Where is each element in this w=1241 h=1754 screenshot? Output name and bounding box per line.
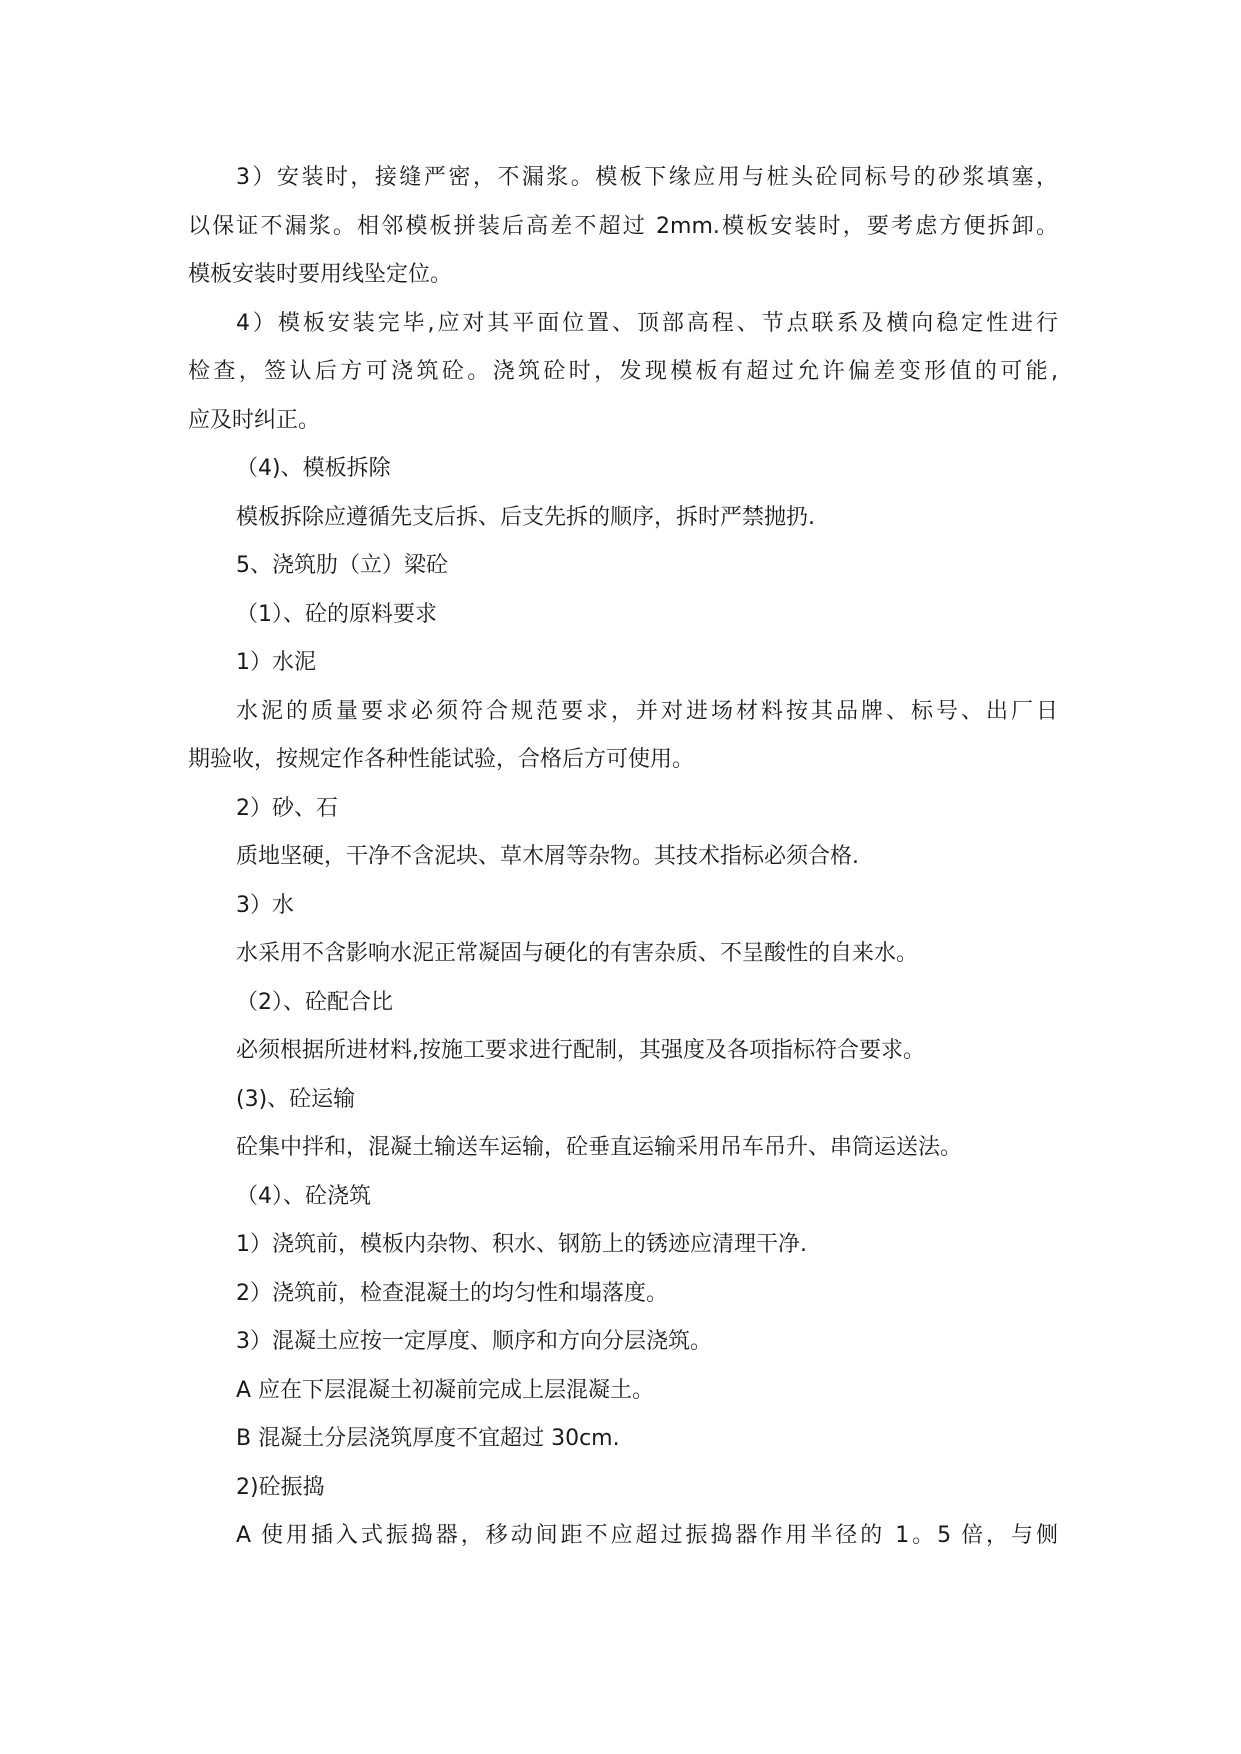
section-heading: （4)、模板拆除 [236,456,391,481]
section-heading: （2）、砼配合比 [236,989,393,1015]
paragraph-line: 砼集中拌和，混凝土输送车运输，砼垂直运输采用吊车吊升、串筒运送法。 [236,1135,963,1160]
section-heading: 3）水 [236,892,294,918]
paragraph-line: 4）模板安装完毕,应对其平面位置、顶部高程、节点联系及横向稳定性进行 [236,310,1058,336]
section-heading: （4）、砼浇筑 [236,1183,371,1209]
paragraph-line: 应及时纠正。 [188,407,321,433]
paragraph-line: 水泥的质量要求必须符合规范要求，并对进场材料按其品牌、标号、出厂日 [236,698,1058,724]
paragraph-line: 期验收，按规定作各种性能试验，合格后方可使用。 [188,747,695,772]
paragraph-line: B 混凝土分层浇筑厚度不宜超过 30cm. [236,1426,620,1451]
paragraph-line: 模板拆除应遵循先支后拆、后支先拆的顺序，拆时严禁抛扔. [236,504,815,530]
paragraph-line: 2）浇筑前，检查混凝土的均匀性和塌落度。 [236,1280,668,1306]
paragraph-line: A 应在下层混凝土初凝前完成上层混凝土。 [236,1377,655,1403]
paragraph-line: 1）浇筑前，模板内杂物、积水、钢筋上的锈迹应清理干净. [236,1232,807,1257]
paragraph-line: A 使用插入式振捣器，移动间距不应超过振捣器作用半径的 1。5 倍，与侧 [236,1523,1058,1548]
paragraph-line: 水采用不含影响水泥正常凝固与硬化的有害杂质、不呈酸性的自来水。 [236,941,919,966]
paragraph-line: 必须根据所进材料,按施工要求进行配制，其强度及各项指标符合要求。 [236,1038,925,1063]
paragraph-line: 模板安装时要用线坠定位。 [188,262,453,287]
paragraph-line: 3）安装时，接缝严密，不漏浆。模板下缘应用与桩头砼同标号的砂浆填塞， [236,165,1058,190]
section-heading: （1）、砼的原料要求 [236,601,437,627]
section-heading: (3)、砼运输 [236,1086,356,1112]
paragraph-line: 质地坚硬，干净不含泥块、草木屑等杂物。其技术指标必须合格. [236,844,859,869]
paragraph-line: 3）混凝土应按一定厚度、顺序和方向分层浇筑。 [236,1329,712,1354]
section-heading: 1）水泥 [236,650,316,675]
section-heading: 5、浇筑肋（立）梁砼 [236,553,448,578]
paragraph-line: 检查，签认后方可浇筑砼。浇筑砼时，发现模板有超过允许偏差变形值的可能, [188,359,1058,384]
document-body [188,154,1058,1561]
section-heading: 2）砂、石 [236,795,338,821]
section-heading: 2)砼振捣 [236,1474,325,1500]
paragraph-line: 以保证不漏浆。相邻模板拼装后高差不超过 2mm.模板安装时，要考虑方便拆卸。 [188,213,1058,239]
